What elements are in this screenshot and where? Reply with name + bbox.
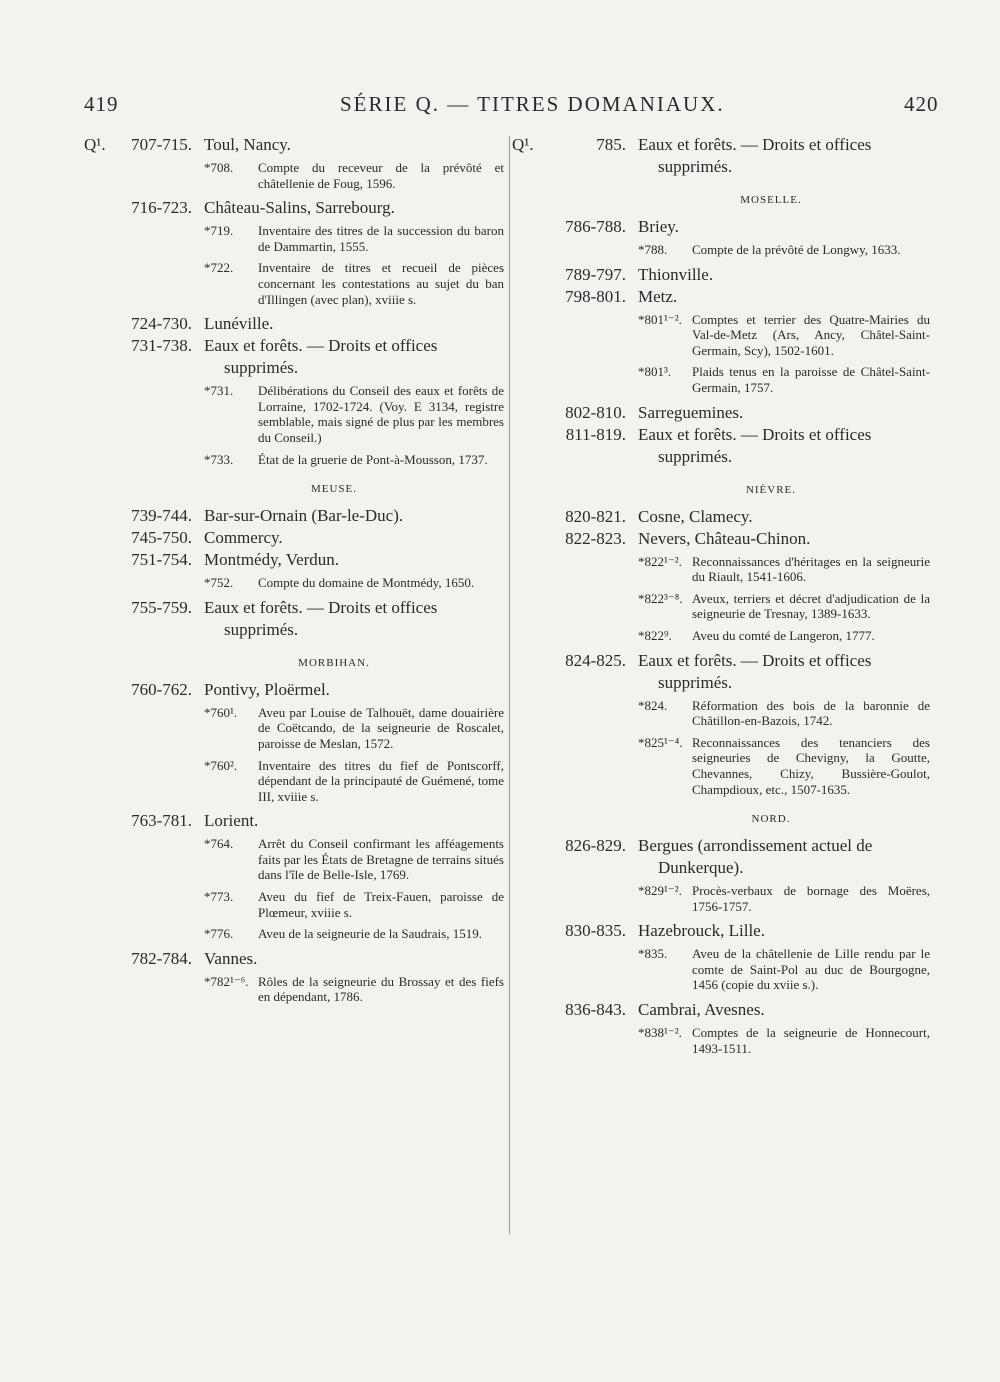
entry-range: 763-781. [131, 811, 192, 831]
document-description: Compte de la prévôté de Longwy, 1633. [692, 242, 901, 257]
document-note [204, 836, 504, 883]
inventory-entry [512, 286, 930, 308]
document-description: Procès-verbaux de bornage des Moëres, 1756-1757. [692, 883, 930, 914]
entry-title [638, 286, 930, 308]
inventory-entry [512, 402, 930, 424]
page-number-right: 420 [904, 92, 939, 116]
document-description: Aveu du comté de Langeron, 1777. [692, 627, 875, 643]
document-note [204, 260, 504, 307]
column-divider [509, 136, 510, 1234]
entry-title-text: Eaux et forêts. — Droits et offices [204, 336, 438, 356]
document-number: *773. [204, 889, 234, 905]
entry-title [638, 264, 930, 286]
series-prefix: Q¹. [512, 135, 534, 154]
document-note [204, 575, 504, 591]
inventory-entry [84, 527, 504, 549]
entry-title-text: Bar-sur-Ornain (Bar-le-Duc). [204, 506, 404, 526]
document-number: *719. [204, 223, 234, 239]
document-note [204, 383, 504, 445]
document-description: Rôles de la seigneurie du Brossay et des fiefs en dépendant, 1786. [258, 973, 504, 1005]
entry-title [204, 810, 504, 832]
entry-title-text: Toul, Nancy. [204, 135, 291, 154]
entry-title [204, 549, 504, 571]
document-note [638, 883, 930, 914]
series-prefix: Q¹. [84, 135, 106, 154]
document-note [638, 735, 930, 797]
page-title: SÉRIE Q. — TITRES DOMANIAUX. [340, 92, 725, 116]
entry-range: 707-715. [131, 135, 192, 154]
entry-range: 811-819. [565, 424, 626, 444]
section-heading: NORD. [751, 813, 791, 826]
page-number-left: 419 [84, 92, 119, 116]
document-note [638, 312, 930, 359]
entry-title [204, 313, 504, 335]
entry-title [638, 402, 930, 424]
section-heading: MEUSE. [310, 483, 358, 496]
document-number: *733. [204, 451, 234, 467]
entry-title-text: Commercy. [204, 528, 283, 548]
inventory-entry [84, 335, 504, 379]
entry-title [638, 528, 930, 550]
section-heading: MOSELLE. [740, 194, 802, 206]
entry-range: 716-723. [131, 198, 192, 218]
entry-title-continued: supprimés. [658, 157, 733, 176]
document-description: Compte du receveur de la prévôté et châtellenie de Foug, 1596. [258, 160, 504, 191]
inventory-entry [84, 948, 504, 970]
document-description: Aveu de la châtellenie de Lille rendu par le comte de Saint-Pol au duc de Bourgogne, 1456 (copie du xviie s.). [692, 946, 930, 993]
entry-range: 786-788. [565, 217, 626, 236]
document-note [638, 364, 930, 395]
entry-title [638, 920, 930, 942]
inventory-entry [512, 835, 930, 879]
inventory-entry [84, 505, 504, 527]
entry-title [638, 216, 930, 238]
entry-title-text: Lunéville. [204, 314, 274, 334]
document-number: *838¹⁻². [638, 1025, 682, 1041]
document-description: Comptes et terrier des Quatre-Mairies du Val-de-Metz (Ars, Ancy, Châtel-Saint-Germain, Scy), 1502-1601. [692, 311, 930, 358]
entry-range: 836-843. [565, 1000, 626, 1020]
entry-title [204, 335, 504, 379]
inventory-entry [512, 999, 930, 1021]
entry-title [204, 197, 504, 219]
left-column [84, 134, 504, 1011]
entry-range: 760-762. [131, 679, 192, 699]
entry-range: 822-823. [565, 528, 626, 548]
document-number: *782¹⁻⁶. [204, 973, 249, 989]
inventory-entry [84, 549, 504, 571]
document-note [204, 452, 504, 468]
document-number: *801¹⁻². [638, 311, 682, 327]
entry-range: 782-784. [131, 948, 192, 968]
document-note [638, 1025, 930, 1056]
document-number: *835. [638, 946, 668, 962]
entry-range: 789-797. [565, 264, 626, 284]
entry-title-text: Metz. [638, 286, 678, 306]
document-note [204, 974, 504, 1005]
entry-range: 830-835. [565, 921, 626, 941]
document-note [638, 242, 930, 258]
entry-title [204, 597, 504, 641]
right-column [512, 134, 930, 1062]
document-note [204, 926, 504, 942]
document-note [204, 223, 504, 254]
document-number: *822³⁻⁸. [638, 590, 683, 606]
entry-title-continued: Dunkerque). [658, 858, 744, 878]
document-note [638, 591, 930, 622]
document-number: *788. [638, 242, 668, 257]
document-description: Aveu de la seigneurie de la Saudrais, 1519. [258, 926, 482, 942]
entry-range: 745-750. [131, 528, 192, 548]
entry-title [204, 679, 504, 701]
document-description: Aveux, terriers et décret d'adjudication de la seigneurie de Tresnay, 1389-1633. [692, 590, 930, 622]
document-description: Reconnaissances d'héritages en la seigneurie du Riault, 1541-1606. [692, 553, 930, 585]
entry-title-text: Hazebrouck, Lille. [638, 921, 765, 941]
inventory-entry [512, 920, 930, 942]
entry-title [204, 527, 504, 549]
document-number: *708. [204, 160, 234, 175]
entry-title-text: Cosne, Clamecy. [638, 506, 753, 526]
inventory-entry [84, 679, 504, 701]
document-description: Comptes de la seigneurie de Honnecourt, 1493-1511. [692, 1025, 930, 1056]
document-number: *829¹⁻². [638, 883, 682, 899]
document-number: *824. [638, 697, 668, 713]
entry-range: 785. [596, 135, 626, 154]
document-description: Reconnaissances des tenanciers des seigneuries de Chevigny, la Goutte, Chevannes, Chizy, Bussière-Goulot, Champdioux, etc., 1507-1635. [692, 734, 930, 797]
entry-title-text: Cambrai, Avesnes. [638, 1000, 765, 1020]
entry-title-text: Eaux et forêts. — Droits et offices [638, 135, 872, 154]
document-number: *822¹⁻². [638, 553, 682, 569]
document-note [638, 628, 930, 644]
document-description: État de la gruerie de Pont-à-Mousson, 1737. [258, 451, 488, 467]
document-number: *760². [204, 757, 238, 773]
entry-range: 739-744. [131, 506, 192, 526]
entry-range: 751-754. [131, 550, 192, 570]
document-description: Inventaire des titres du fief de Pontscorff, dépendant de la principauté de Guémené, tome III, xviiie s. [258, 757, 504, 804]
entry-title [638, 506, 930, 528]
inventory-entry [84, 597, 504, 641]
section-heading: MORBIHAN. [298, 656, 370, 669]
document-note [638, 554, 930, 585]
entry-title-text: Lorient. [204, 811, 259, 831]
entry-title [638, 999, 930, 1021]
entry-title-text: Pontivy, Ploërmel. [204, 679, 330, 699]
inventory-entry [512, 424, 930, 468]
inventory-entry [512, 650, 930, 694]
document-number: *731. [204, 383, 234, 399]
document-description: Inventaire de titres et recueil de pièces concernant les contestations au sujet du ban d'Illingen (avec plan), xviiie s. [258, 260, 504, 307]
document-number: *825¹⁻⁴. [638, 734, 683, 750]
document-note [204, 160, 504, 191]
entry-range: 820-821. [565, 506, 626, 526]
document-number: *776. [204, 926, 234, 942]
entry-title-text: Château-Salins, Sarrebourg. [204, 198, 395, 218]
entry-title-continued: supprimés. [224, 619, 299, 639]
entry-title-continued: supprimés. [658, 446, 733, 466]
inventory-entry [512, 264, 930, 286]
entry-title-text: Nevers, Château-Chinon. [638, 528, 811, 548]
entry-title-text: Briey. [638, 217, 679, 236]
entry-title-continued: supprimés. [658, 672, 733, 692]
document-description: Aveu du fief de Treix-Fauen, paroisse de Plœmeur, xviiie s. [258, 889, 504, 920]
document-note [204, 758, 504, 805]
entry-range: 824-825. [565, 650, 626, 670]
inventory-entry [512, 528, 930, 550]
entry-range: 826-829. [565, 836, 626, 856]
entry-title-text: Eaux et forêts. — Droits et offices [638, 650, 872, 670]
document-number: *801³. [638, 364, 672, 380]
document-description: Délibérations du Conseil des eaux et forêts de Lorraine, 1702-1724. (Voy. E 3134, registre semblable, mais signé de plus par les membres du Conseil.) [258, 383, 504, 445]
inventory-entry [512, 506, 930, 528]
document-number: *764. [204, 836, 234, 852]
entry-title [638, 424, 930, 468]
entry-title-text: Montmédy, Verdun. [204, 550, 340, 570]
entry-title-text: Eaux et forêts. — Droits et offices [638, 424, 872, 444]
entry-title-text: Bergues (arrondissement actuel de [638, 836, 873, 856]
document-description: Inventaire des titres de la succession du baron de Dammartin, 1555. [258, 223, 504, 254]
entry-range: 802-810. [565, 402, 626, 422]
inventory-entry [512, 134, 930, 178]
inventory-entry [84, 313, 504, 335]
entry-range: 731-738. [131, 336, 192, 356]
entry-title-text: Vannes. [204, 948, 258, 968]
document-description: Aveu par Louise de Talhouët, dame douairière de Coëtcando, de la seigneurie de Roscalet, paroisse de Meslan, 1572. [258, 704, 504, 751]
entry-title-text: Eaux et forêts. — Droits et offices [204, 597, 438, 617]
section-heading: NIÈVRE. [745, 483, 797, 496]
inventory-entry [84, 810, 504, 832]
inventory-entry [512, 216, 930, 238]
entry-title [204, 134, 504, 156]
entry-range: 724-730. [131, 314, 192, 334]
entry-title [638, 650, 930, 694]
entry-title-text: Sarreguemines. [638, 402, 744, 422]
document-description: Plaids tenus en la paroisse de Châtel-Saint-Germain, 1757. [692, 364, 930, 395]
document-description: Compte du domaine de Montmédy, 1650. [258, 575, 475, 591]
document-number: *760¹. [204, 704, 238, 720]
document-description: Arrêt du Conseil confirmant les afféagements faits par les États de Bretagne de terrains situés dans l'île de Belle-Isle, 1769. [258, 836, 504, 883]
entry-title-continued: supprimés. [224, 358, 299, 378]
entry-title [204, 948, 504, 970]
document-number: *752. [204, 575, 234, 591]
document-description: Réformation des bois de la baronnie de Châtillon-en-Bazois, 1742. [692, 697, 930, 729]
inventory-entry [84, 197, 504, 219]
inventory-entry [84, 134, 504, 156]
document-number: *722. [204, 260, 234, 276]
document-note [204, 705, 504, 752]
entry-range: 798-801. [565, 286, 626, 306]
entry-title-text: Thionville. [638, 264, 714, 284]
entry-title [204, 505, 504, 527]
document-note [638, 698, 930, 729]
entry-title [638, 134, 930, 178]
document-number: *822⁹. [638, 627, 672, 643]
document-note [638, 946, 930, 993]
entry-range: 755-759. [131, 597, 192, 617]
document-note [204, 889, 504, 920]
entry-title [638, 835, 930, 879]
